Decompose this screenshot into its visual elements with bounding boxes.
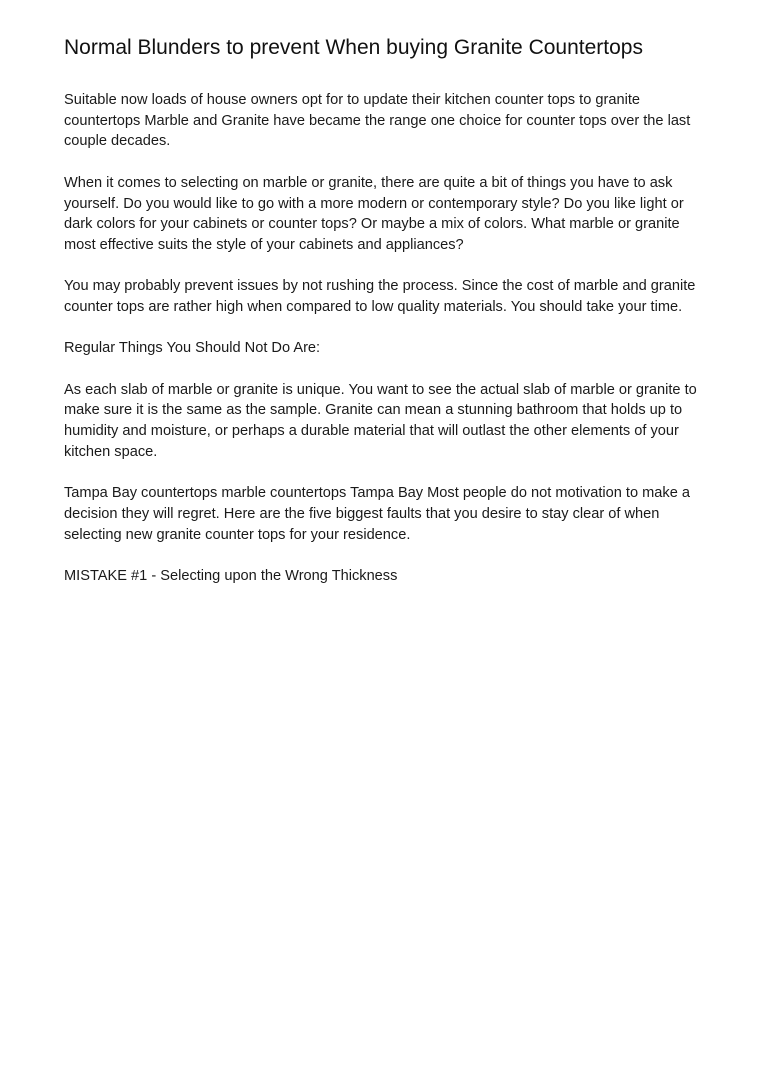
paragraph-mistake-1: MISTAKE #1 - Selecting upon the Wrong Thickness	[64, 568, 398, 585]
paragraph-unique-slab: As each slab of marble or granite is unique. You want to see the actual slab of marble or granite to make sure it is the same as the sample. Granite can mean a stunning bathroom that holds up to humidity and moisture, or perhaps a durable material that will outlast the other elements of your kitchen space.	[64, 381, 697, 460]
paragraph-prevent-issues: You may probably prevent issues by not rushing the process. Since the cost of marble and granite counter tops are rather high when compared to low quality materials. You should take your time.	[64, 278, 696, 315]
paragraph-regular-things: Regular Things You Should Not Do Are:	[64, 340, 321, 357]
paragraph-tampa-bay: Tampa Bay countertops marble countertops Tampa Bay Most people do not motivation to make a decision they will regret. Here are the five biggest faults that you desire to stay clear of when selecting new granite counter tops for your residence.	[64, 485, 690, 543]
paragraph-intro: Suitable now loads of house owners opt for to update their kitchen counter tops to granite countertops Marble and Granite have became the range one choice for counter tops over the last couple decades.	[64, 92, 691, 150]
document-page	[64, 34, 714, 607]
document-title: Normal Blunders to prevent When buying Granite Countertops	[64, 36, 643, 59]
paragraph-selecting: When it comes to selecting on marble or granite, there are quite a bit of things you have to ask yourself. Do you would like to go with a more modern or contemporary style? Do you like light or dark colors for your cabinets or counter tops? Or maybe a mix of colors. What marble or granite most effective suits the style of your cabinets and appliances?	[64, 174, 684, 253]
